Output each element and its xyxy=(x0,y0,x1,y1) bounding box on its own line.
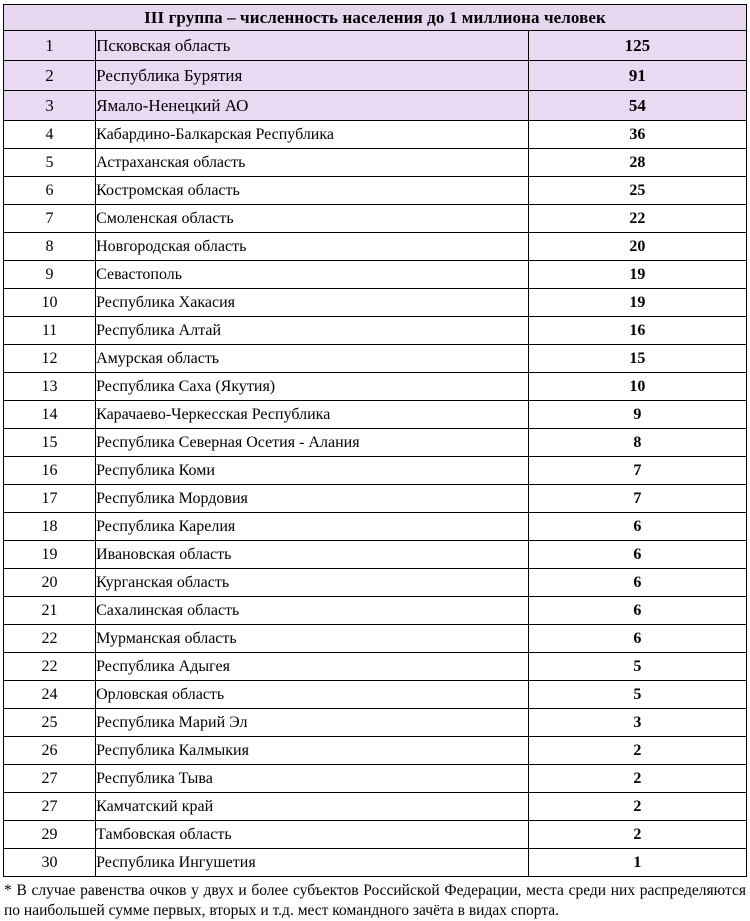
rank-cell: 17 xyxy=(4,485,96,513)
table-row xyxy=(4,513,747,541)
points-cell: 6 xyxy=(528,569,746,597)
points-cell: 3 xyxy=(528,709,746,737)
table-row xyxy=(4,429,747,457)
rank-cell: 22 xyxy=(4,653,96,681)
rank-cell: 9 xyxy=(4,261,96,289)
rank-cell: 18 xyxy=(4,513,96,541)
rank-cell: 13 xyxy=(4,373,96,401)
rank-cell: 15 xyxy=(4,429,96,457)
table-row xyxy=(4,31,747,61)
table-row xyxy=(4,345,747,373)
region-name-cell: Республика Алтай xyxy=(96,317,529,345)
region-name-cell: Республика Коми xyxy=(96,457,529,485)
region-name-cell: Республика Адыгея xyxy=(96,653,529,681)
points-cell: 2 xyxy=(528,765,746,793)
table-row xyxy=(4,149,747,177)
points-cell: 6 xyxy=(528,541,746,569)
footnote: * В случае равенства очков у двух и более субъектов Российской Федерации, места среди них распределяются по наибольшей сумме первых, вторых и т.д. мест командного зачёта в видах спорта. xyxy=(4,882,746,919)
region-name-cell: Астраханская область xyxy=(96,149,529,177)
points-cell: 5 xyxy=(528,681,746,709)
rank-cell: 12 xyxy=(4,345,96,373)
rank-cell: 29 xyxy=(4,821,96,849)
table-row xyxy=(4,177,747,205)
table-row xyxy=(4,625,747,653)
table-row xyxy=(4,457,747,485)
table-row xyxy=(4,121,747,149)
points-cell: 2 xyxy=(528,821,746,849)
table-row xyxy=(4,737,747,765)
rank-cell: 6 xyxy=(4,177,96,205)
region-name-cell: Республика Тыва xyxy=(96,765,529,793)
points-cell: 16 xyxy=(528,317,746,345)
points-cell: 6 xyxy=(528,513,746,541)
table-row xyxy=(4,91,747,121)
rank-cell: 8 xyxy=(4,233,96,261)
region-name-cell: Смоленская область xyxy=(96,205,529,233)
table-row xyxy=(4,709,747,737)
table-title-row xyxy=(4,5,747,31)
table-row xyxy=(4,765,747,793)
points-cell: 125 xyxy=(528,31,746,61)
points-cell: 25 xyxy=(528,177,746,205)
table-row xyxy=(4,205,747,233)
table-row xyxy=(4,289,747,317)
region-name-cell: Псковская область xyxy=(96,31,529,61)
points-cell: 1 xyxy=(528,849,746,877)
region-name-cell: Республика Марий Эл xyxy=(96,709,529,737)
table-row xyxy=(4,849,747,877)
table-row xyxy=(4,61,747,91)
region-name-cell: Мурманская область xyxy=(96,625,529,653)
rank-cell: 14 xyxy=(4,401,96,429)
points-cell: 7 xyxy=(528,485,746,513)
region-name-cell: Республика Северная Осетия - Алания xyxy=(96,429,529,457)
table-row xyxy=(4,541,747,569)
table-row xyxy=(4,681,747,709)
table-row xyxy=(4,317,747,345)
rank-cell: 22 xyxy=(4,625,96,653)
rank-cell: 25 xyxy=(4,709,96,737)
rank-cell: 11 xyxy=(4,317,96,345)
region-name-cell: Костромская область xyxy=(96,177,529,205)
rank-cell: 16 xyxy=(4,457,96,485)
points-cell: 36 xyxy=(528,121,746,149)
table-row xyxy=(4,233,747,261)
table-row xyxy=(4,261,747,289)
rank-cell: 7 xyxy=(4,205,96,233)
points-cell: 20 xyxy=(528,233,746,261)
region-name-cell: Республика Карелия xyxy=(96,513,529,541)
ranking-table xyxy=(3,4,747,877)
rank-cell: 27 xyxy=(4,765,96,793)
region-name-cell: Республика Мордовия xyxy=(96,485,529,513)
points-cell: 9 xyxy=(528,401,746,429)
rank-cell: 4 xyxy=(4,121,96,149)
points-cell: 7 xyxy=(528,457,746,485)
table-body xyxy=(4,5,747,877)
points-cell: 54 xyxy=(528,91,746,121)
rank-cell: 2 xyxy=(4,61,96,91)
points-cell: 2 xyxy=(528,737,746,765)
table-row xyxy=(4,373,747,401)
table-row xyxy=(4,401,747,429)
points-cell: 22 xyxy=(528,205,746,233)
table-row xyxy=(4,653,747,681)
region-name-cell: Орловская область xyxy=(96,681,529,709)
table-row xyxy=(4,485,747,513)
region-name-cell: Карачаево-Черкесская Республика xyxy=(96,401,529,429)
region-name-cell: Республика Ингушетия xyxy=(96,849,529,877)
rank-cell: 21 xyxy=(4,597,96,625)
points-cell: 8 xyxy=(528,429,746,457)
table-row xyxy=(4,597,747,625)
region-name-cell: Ивановская область xyxy=(96,541,529,569)
region-name-cell: Амурская область xyxy=(96,345,529,373)
rank-cell: 5 xyxy=(4,149,96,177)
points-cell: 91 xyxy=(528,61,746,91)
points-cell: 19 xyxy=(528,261,746,289)
rank-cell: 24 xyxy=(4,681,96,709)
table-row xyxy=(4,793,747,821)
rank-cell: 3 xyxy=(4,91,96,121)
points-cell: 28 xyxy=(528,149,746,177)
region-name-cell: Республика Саха (Якутия) xyxy=(96,373,529,401)
region-name-cell: Курганская область xyxy=(96,569,529,597)
points-cell: 15 xyxy=(528,345,746,373)
table-row xyxy=(4,821,747,849)
rank-cell: 20 xyxy=(4,569,96,597)
region-name-cell: Республика Хакасия xyxy=(96,289,529,317)
region-name-cell: Новгородская область xyxy=(96,233,529,261)
points-cell: 6 xyxy=(528,625,746,653)
region-name-cell: Ямало-Ненецкий АО xyxy=(96,91,529,121)
points-cell: 2 xyxy=(528,793,746,821)
region-name-cell: Кабардино-Балкарская Республика xyxy=(96,121,529,149)
rank-cell: 30 xyxy=(4,849,96,877)
region-name-cell: Камчатский край xyxy=(96,793,529,821)
region-name-cell: Республика Бурятия xyxy=(96,61,529,91)
table-title: III группа – численность населения до 1 миллиона человек xyxy=(4,5,747,31)
region-name-cell: Республика Калмыкия xyxy=(96,737,529,765)
region-name-cell: Севастополь xyxy=(96,261,529,289)
points-cell: 19 xyxy=(528,289,746,317)
rank-cell: 26 xyxy=(4,737,96,765)
points-cell: 10 xyxy=(528,373,746,401)
region-name-cell: Сахалинская область xyxy=(96,597,529,625)
region-name-cell: Тамбовская область xyxy=(96,821,529,849)
rank-cell: 19 xyxy=(4,541,96,569)
rank-cell: 10 xyxy=(4,289,96,317)
table-row xyxy=(4,569,747,597)
points-cell: 5 xyxy=(528,653,746,681)
points-cell: 6 xyxy=(528,597,746,625)
rank-cell: 1 xyxy=(4,31,96,61)
rank-cell: 27 xyxy=(4,793,96,821)
